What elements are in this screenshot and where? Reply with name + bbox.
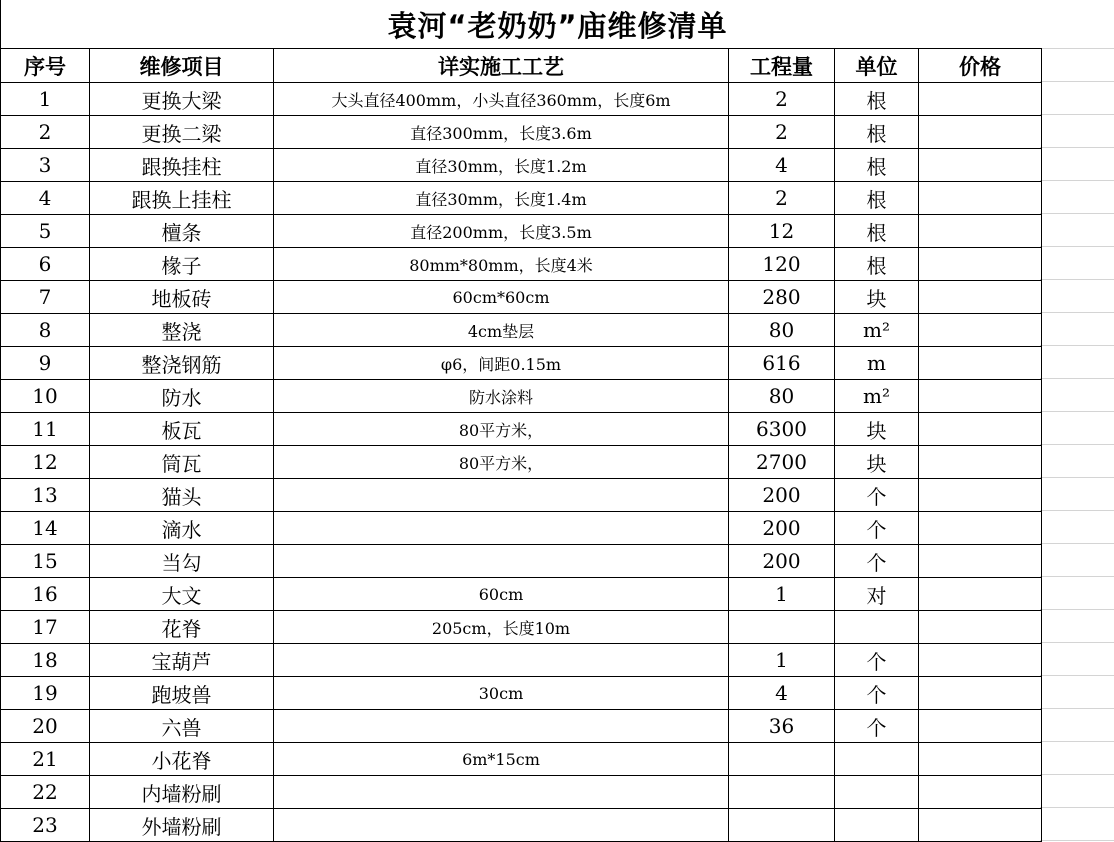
cell-quantity[interactable]: 4	[729, 149, 835, 182]
cell-serial-number[interactable]: 13	[1, 479, 90, 512]
cell-price[interactable]	[919, 182, 1042, 215]
gridline	[1040, 840, 1114, 841]
table-row	[1, 446, 1042, 479]
gridline	[1040, 378, 1114, 379]
table-row	[1, 248, 1042, 281]
cell-repair-item[interactable]: 檀条	[90, 215, 274, 248]
table-row	[1, 479, 1042, 512]
cell-construction-process[interactable]: 直径30mm，长度1.4m	[274, 182, 729, 215]
cell-price[interactable]	[919, 710, 1042, 743]
cell-repair-item[interactable]: 整浇	[90, 314, 274, 347]
gridline	[1040, 48, 1114, 49]
cell-quantity[interactable]: 200	[729, 512, 835, 545]
gridline	[1040, 510, 1114, 511]
cell-quantity[interactable]: 36	[729, 710, 835, 743]
document-title: 袁河“老奶奶”庙维修清单	[0, 0, 1114, 48]
cell-repair-item[interactable]: 当勾	[90, 545, 274, 578]
cell-quantity[interactable]: 2	[729, 83, 835, 116]
cell-repair-item[interactable]: 猫头	[90, 479, 274, 512]
cell-construction-process[interactable]: 大头直径400mm，小头直径360mm，长度6m	[274, 83, 729, 116]
cell-unit[interactable]: 根	[835, 248, 919, 281]
cell-price[interactable]	[919, 545, 1042, 578]
gridline	[1040, 774, 1114, 775]
cell-construction-process[interactable]: 205cm，长度10m	[274, 611, 729, 644]
cell-repair-item[interactable]: 更换大梁	[90, 83, 274, 116]
cell-serial-number[interactable]: 18	[1, 644, 90, 677]
gridline	[1040, 807, 1114, 808]
cell-quantity[interactable]: 120	[729, 248, 835, 281]
gridline	[1040, 114, 1114, 115]
gridline	[1040, 81, 1114, 82]
cell-price[interactable]	[919, 413, 1042, 446]
cell-unit[interactable]	[835, 776, 919, 809]
cell-price[interactable]	[919, 677, 1042, 710]
cell-unit[interactable]: 个	[835, 644, 919, 677]
cell-quantity[interactable]: 2700	[729, 446, 835, 479]
table-row	[1, 809, 1042, 842]
gridline	[1040, 180, 1114, 181]
cell-construction-process[interactable]: 80mm*80mm，长度4米	[274, 248, 729, 281]
cell-construction-process[interactable]: 6m*15cm	[274, 743, 729, 776]
cell-quantity[interactable]: 4	[729, 677, 835, 710]
cell-serial-number[interactable]: 14	[1, 512, 90, 545]
gridline	[1040, 543, 1114, 544]
cell-quantity[interactable]: 2	[729, 116, 835, 149]
cell-price[interactable]	[919, 347, 1042, 380]
cell-repair-item[interactable]: 整浇钢筋	[90, 347, 274, 380]
cell-serial-number[interactable]: 22	[1, 776, 90, 809]
cell-serial-number[interactable]: 10	[1, 380, 90, 413]
cell-quantity[interactable]: 1	[729, 578, 835, 611]
cell-quantity[interactable]	[729, 809, 835, 842]
cell-unit[interactable]: 块	[835, 413, 919, 446]
cell-price[interactable]	[919, 215, 1042, 248]
gridline	[1040, 609, 1114, 610]
spreadsheet-gridlines	[1040, 0, 1114, 842]
cell-construction-process[interactable]	[274, 512, 729, 545]
cell-construction-process[interactable]: 直径200mm，长度3.5m	[274, 215, 729, 248]
cell-repair-item[interactable]: 跑坡兽	[90, 677, 274, 710]
cell-repair-item[interactable]: 小花脊	[90, 743, 274, 776]
header-unit[interactable]: 单位	[835, 49, 919, 83]
cell-price[interactable]	[919, 83, 1042, 116]
cell-unit[interactable]	[835, 743, 919, 776]
cell-unit[interactable]: 根	[835, 116, 919, 149]
table-row	[1, 347, 1042, 380]
header-serial-number[interactable]: 序号	[1, 49, 90, 83]
header-repair-item[interactable]: 维修项目	[90, 49, 274, 83]
cell-repair-item[interactable]: 宝葫芦	[90, 644, 274, 677]
cell-quantity[interactable]: 1	[729, 644, 835, 677]
cell-repair-item[interactable]: 大文	[90, 578, 274, 611]
gridline	[1040, 147, 1114, 148]
cell-construction-process[interactable]: 30cm	[274, 677, 729, 710]
cell-quantity[interactable]	[729, 743, 835, 776]
cell-construction-process[interactable]	[274, 479, 729, 512]
cell-repair-item[interactable]: 椽子	[90, 248, 274, 281]
gridline	[1040, 642, 1114, 643]
cell-price[interactable]	[919, 644, 1042, 677]
cell-serial-number[interactable]: 7	[1, 281, 90, 314]
table-row	[1, 776, 1042, 809]
cell-construction-process[interactable]	[274, 545, 729, 578]
table-row	[1, 611, 1042, 644]
cell-unit[interactable]: 个	[835, 710, 919, 743]
cell-serial-number[interactable]: 17	[1, 611, 90, 644]
table-row	[1, 710, 1042, 743]
cell-unit[interactable]: m²	[835, 380, 919, 413]
cell-price[interactable]	[919, 512, 1042, 545]
cell-price[interactable]	[919, 248, 1042, 281]
cell-serial-number[interactable]: 23	[1, 809, 90, 842]
cell-price[interactable]	[919, 776, 1042, 809]
cell-serial-number[interactable]: 21	[1, 743, 90, 776]
cell-quantity[interactable]: 2	[729, 182, 835, 215]
table-row	[1, 116, 1042, 149]
cell-price[interactable]	[919, 380, 1042, 413]
cell-quantity[interactable]: 200	[729, 479, 835, 512]
header-row	[1, 49, 1042, 83]
cell-repair-item[interactable]: 外墙粉刷	[90, 809, 274, 842]
table-row	[1, 545, 1042, 578]
cell-serial-number[interactable]: 2	[1, 116, 90, 149]
cell-quantity[interactable]	[729, 776, 835, 809]
cell-repair-item[interactable]: 跟换挂柱	[90, 149, 274, 182]
cell-construction-process[interactable]: 60cm*60cm	[274, 281, 729, 314]
cell-unit[interactable]: 根	[835, 149, 919, 182]
cell-serial-number[interactable]: 19	[1, 677, 90, 710]
cell-serial-number[interactable]: 11	[1, 413, 90, 446]
gridline	[1040, 576, 1114, 577]
cell-price[interactable]	[919, 116, 1042, 149]
cell-unit[interactable]: m	[835, 347, 919, 380]
table-row	[1, 413, 1042, 446]
cell-construction-process[interactable]	[274, 644, 729, 677]
cell-quantity[interactable]: 200	[729, 545, 835, 578]
table-row	[1, 83, 1042, 116]
cell-quantity[interactable]: 80	[729, 380, 835, 413]
gridline	[1040, 411, 1114, 412]
repair-list-table	[0, 48, 1042, 842]
cell-price[interactable]	[919, 479, 1042, 512]
cell-serial-number[interactable]: 4	[1, 182, 90, 215]
cell-quantity[interactable]: 6300	[729, 413, 835, 446]
cell-serial-number[interactable]: 5	[1, 215, 90, 248]
cell-repair-item[interactable]: 板瓦	[90, 413, 274, 446]
cell-serial-number[interactable]: 9	[1, 347, 90, 380]
cell-quantity[interactable]: 80	[729, 314, 835, 347]
cell-repair-item[interactable]: 内墙粉刷	[90, 776, 274, 809]
gridline	[1040, 444, 1114, 445]
cell-repair-item[interactable]: 六兽	[90, 710, 274, 743]
cell-construction-process[interactable]: 4cm垫层	[274, 314, 729, 347]
cell-quantity[interactable]: 616	[729, 347, 835, 380]
table-row	[1, 215, 1042, 248]
cell-construction-process[interactable]	[274, 809, 729, 842]
cell-unit[interactable]: 个	[835, 512, 919, 545]
cell-repair-item[interactable]: 更换二梁	[90, 116, 274, 149]
cell-construction-process[interactable]: 80平方米，	[274, 413, 729, 446]
table-row	[1, 578, 1042, 611]
cell-repair-item[interactable]: 滴水	[90, 512, 274, 545]
cell-construction-process[interactable]	[274, 776, 729, 809]
table-row	[1, 743, 1042, 776]
cell-repair-item[interactable]: 防水	[90, 380, 274, 413]
table-row	[1, 314, 1042, 347]
gridline	[1040, 279, 1114, 280]
header-price[interactable]: 价格	[919, 49, 1042, 83]
cell-construction-process[interactable]: 防水涂料	[274, 380, 729, 413]
cell-unit[interactable]	[835, 611, 919, 644]
cell-serial-number[interactable]: 6	[1, 248, 90, 281]
cell-price[interactable]	[919, 743, 1042, 776]
cell-price[interactable]	[919, 446, 1042, 479]
cell-construction-process[interactable]: 直径30mm，长度1.2m	[274, 149, 729, 182]
cell-repair-item[interactable]: 跟换上挂柱	[90, 182, 274, 215]
header-construction-process[interactable]: 详实施工工艺	[274, 49, 729, 83]
cell-price[interactable]	[919, 809, 1042, 842]
cell-unit[interactable]: 块	[835, 281, 919, 314]
gridline	[1040, 741, 1114, 742]
cell-serial-number[interactable]: 15	[1, 545, 90, 578]
cell-unit[interactable]: 个	[835, 545, 919, 578]
cell-unit[interactable]: 对	[835, 578, 919, 611]
cell-unit[interactable]: 个	[835, 677, 919, 710]
gridline	[1040, 477, 1114, 478]
cell-construction-process[interactable]	[274, 710, 729, 743]
cell-construction-process[interactable]: 直径300mm，长度3.6m	[274, 116, 729, 149]
cell-price[interactable]	[919, 314, 1042, 347]
cell-quantity[interactable]	[729, 611, 835, 644]
gridline	[1040, 675, 1114, 676]
cell-repair-item[interactable]: 花脊	[90, 611, 274, 644]
cell-unit[interactable]	[835, 809, 919, 842]
cell-quantity[interactable]: 280	[729, 281, 835, 314]
cell-construction-process[interactable]: φ6，间距0.15m	[274, 347, 729, 380]
cell-serial-number[interactable]: 3	[1, 149, 90, 182]
cell-unit[interactable]: 根	[835, 182, 919, 215]
cell-unit[interactable]: 根	[835, 215, 919, 248]
cell-quantity[interactable]: 12	[729, 215, 835, 248]
cell-unit[interactable]: 块	[835, 446, 919, 479]
cell-construction-process[interactable]: 80平方米，	[274, 446, 729, 479]
cell-price[interactable]	[919, 281, 1042, 314]
gridline	[1040, 312, 1114, 313]
cell-serial-number[interactable]: 1	[1, 83, 90, 116]
cell-price[interactable]	[919, 149, 1042, 182]
gridline	[1040, 708, 1114, 709]
cell-serial-number[interactable]: 12	[1, 446, 90, 479]
table-row	[1, 380, 1042, 413]
cell-construction-process[interactable]: 60cm	[274, 578, 729, 611]
cell-unit[interactable]: 根	[835, 83, 919, 116]
cell-serial-number[interactable]: 20	[1, 710, 90, 743]
table-row	[1, 644, 1042, 677]
header-quantity[interactable]: 工程量	[729, 49, 835, 83]
cell-unit[interactable]: 个	[835, 479, 919, 512]
table-row	[1, 182, 1042, 215]
table-row	[1, 149, 1042, 182]
cell-repair-item[interactable]: 筒瓦	[90, 446, 274, 479]
cell-repair-item[interactable]: 地板砖	[90, 281, 274, 314]
table-row	[1, 512, 1042, 545]
cell-unit[interactable]: m²	[835, 314, 919, 347]
table-row	[1, 677, 1042, 710]
cell-serial-number[interactable]: 16	[1, 578, 90, 611]
gridline	[1040, 246, 1114, 247]
cell-price[interactable]	[919, 578, 1042, 611]
cell-price[interactable]	[919, 611, 1042, 644]
gridline	[1040, 213, 1114, 214]
table-row	[1, 281, 1042, 314]
cell-serial-number[interactable]: 8	[1, 314, 90, 347]
gridline	[1040, 345, 1114, 346]
